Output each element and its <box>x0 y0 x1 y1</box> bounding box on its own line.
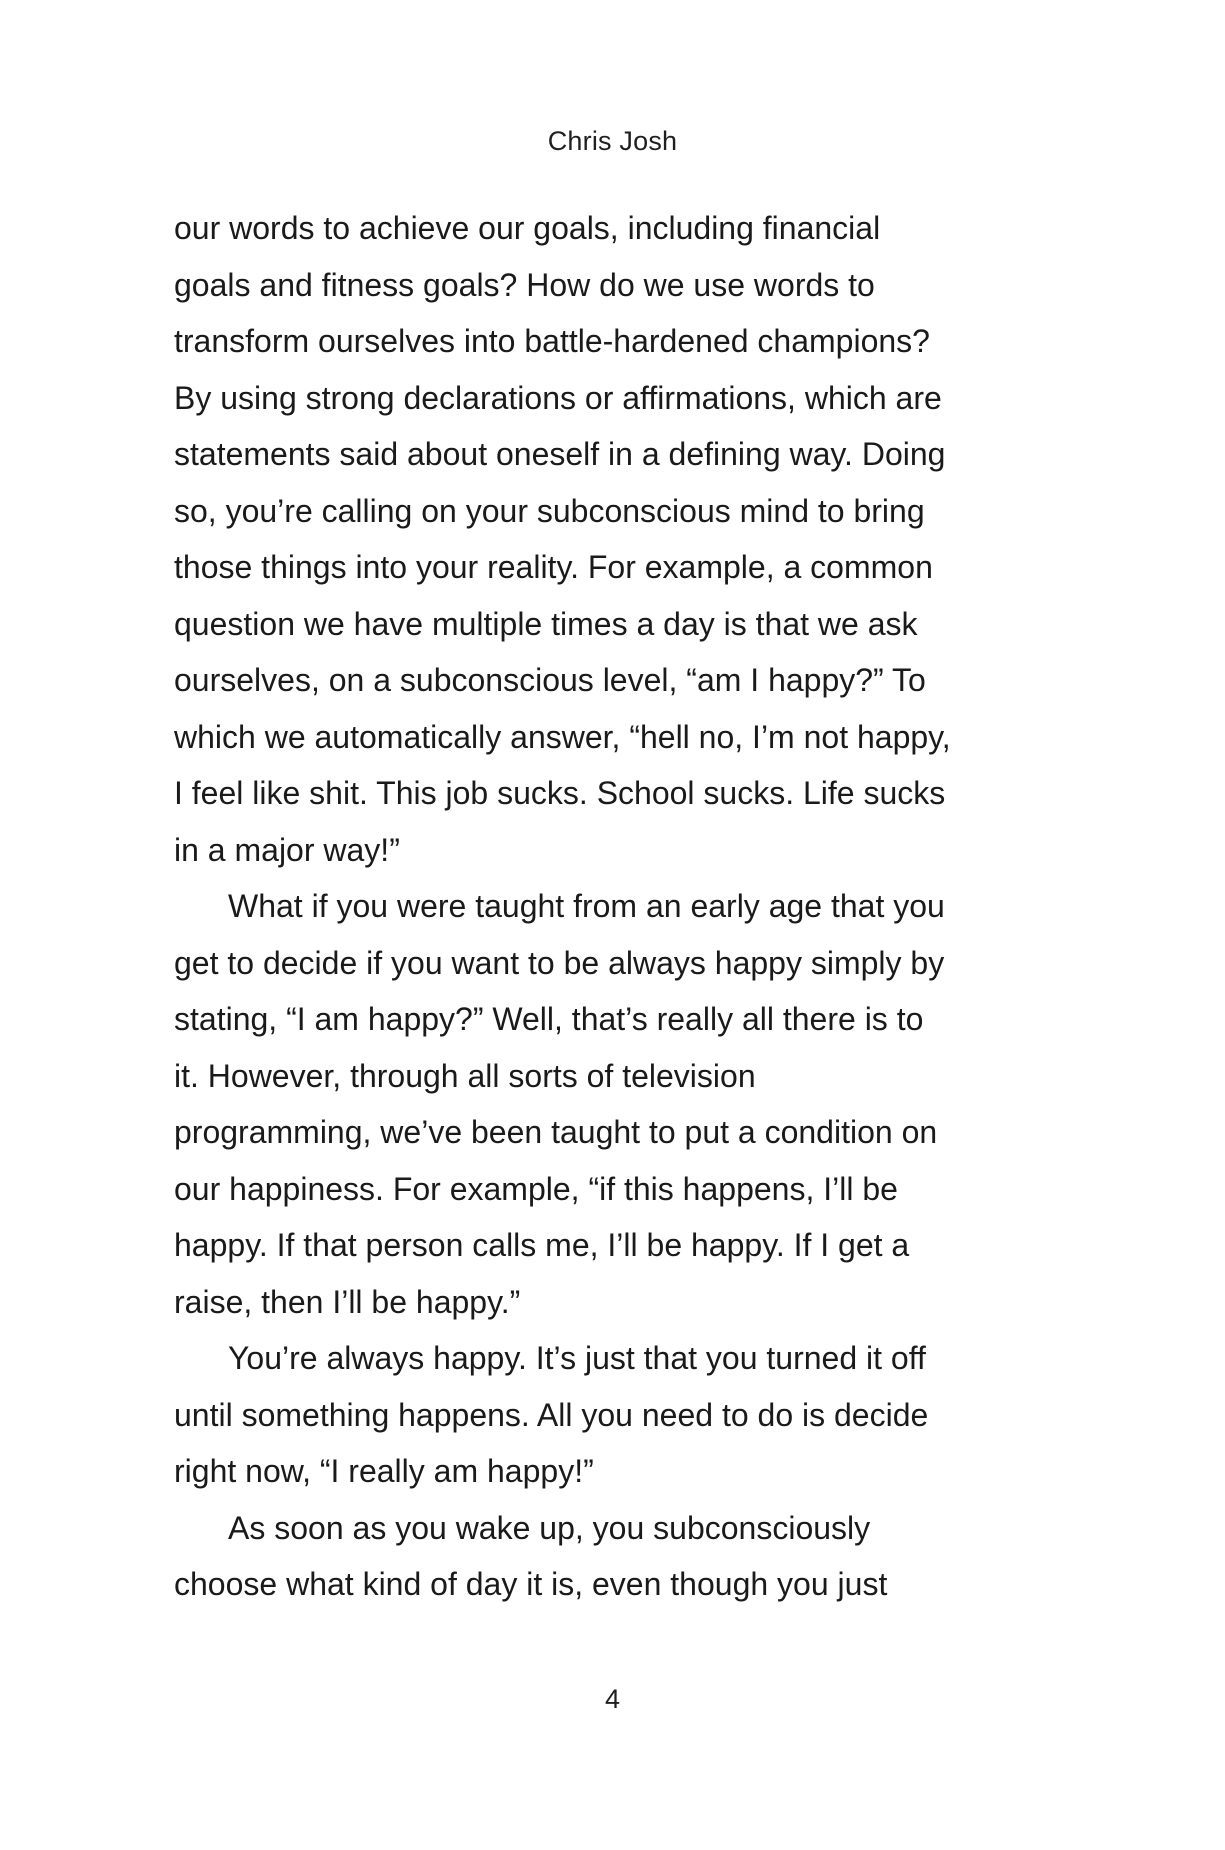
text-line: so, you’re calling on your subconscious mind to bring <box>174 492 925 529</box>
text-line: question we have multiple times a day is that we ask <box>174 605 918 642</box>
text-line: our words to achieve our goals, including financial <box>174 210 881 246</box>
text-line: happy. If that person calls me, I’ll be happy. If I get a <box>174 1227 910 1263</box>
text-line: right now, “I really am happy!” <box>174 1453 594 1489</box>
text-line: I feel like shit. This job sucks. School sucks. Life sucks <box>174 775 946 811</box>
text-line: statements said about oneself in a defining way. Doing <box>174 436 946 472</box>
text-line: our happiness. For example, “if this happens, I’ll be <box>174 1170 898 1207</box>
text-line: get to decide if you want to be always happy simply by <box>174 944 945 981</box>
paragraph-first-line: What if you were taught from an early age that you <box>228 888 945 924</box>
text-line: goals and fitness goals? How do we use words to <box>174 266 875 303</box>
text-line: programming, we’ve been taught to put a condition on <box>174 1114 938 1150</box>
paragraph-first-line: As soon as you wake up, you subconsciously <box>228 1509 871 1546</box>
text-line: until something happens. All you need to do is decide <box>174 1396 929 1433</box>
paragraph-first-line: You’re always happy. It’s just that you turned it off <box>228 1340 926 1376</box>
text-line: choose what kind of day it is, even though you just <box>174 1566 888 1602</box>
page-number: 4 <box>604 1684 621 1714</box>
text-line: stating, “I am happy?” Well, that’s really all there is to <box>174 1001 924 1037</box>
text-line: transform ourselves into battle-hardened champions? <box>174 323 930 359</box>
text-line: ourselves, on a subconscious level, “am I happy?” To <box>174 662 926 698</box>
text-line: which we automatically answer, “hell no, I’m not happy, <box>174 718 951 755</box>
text-line: it. However, through all sorts of television <box>174 1057 756 1094</box>
running-header-author: Chris Josh <box>547 126 678 156</box>
body-text <box>174 200 1074 1613</box>
text-line: in a major way!” <box>174 831 400 868</box>
text-line: By using strong declarations or affirmations, which are <box>174 379 942 416</box>
text-line: raise, then I’ll be happy.” <box>174 1283 521 1320</box>
text-line: those things into your reality. For example, a common <box>174 549 933 585</box>
